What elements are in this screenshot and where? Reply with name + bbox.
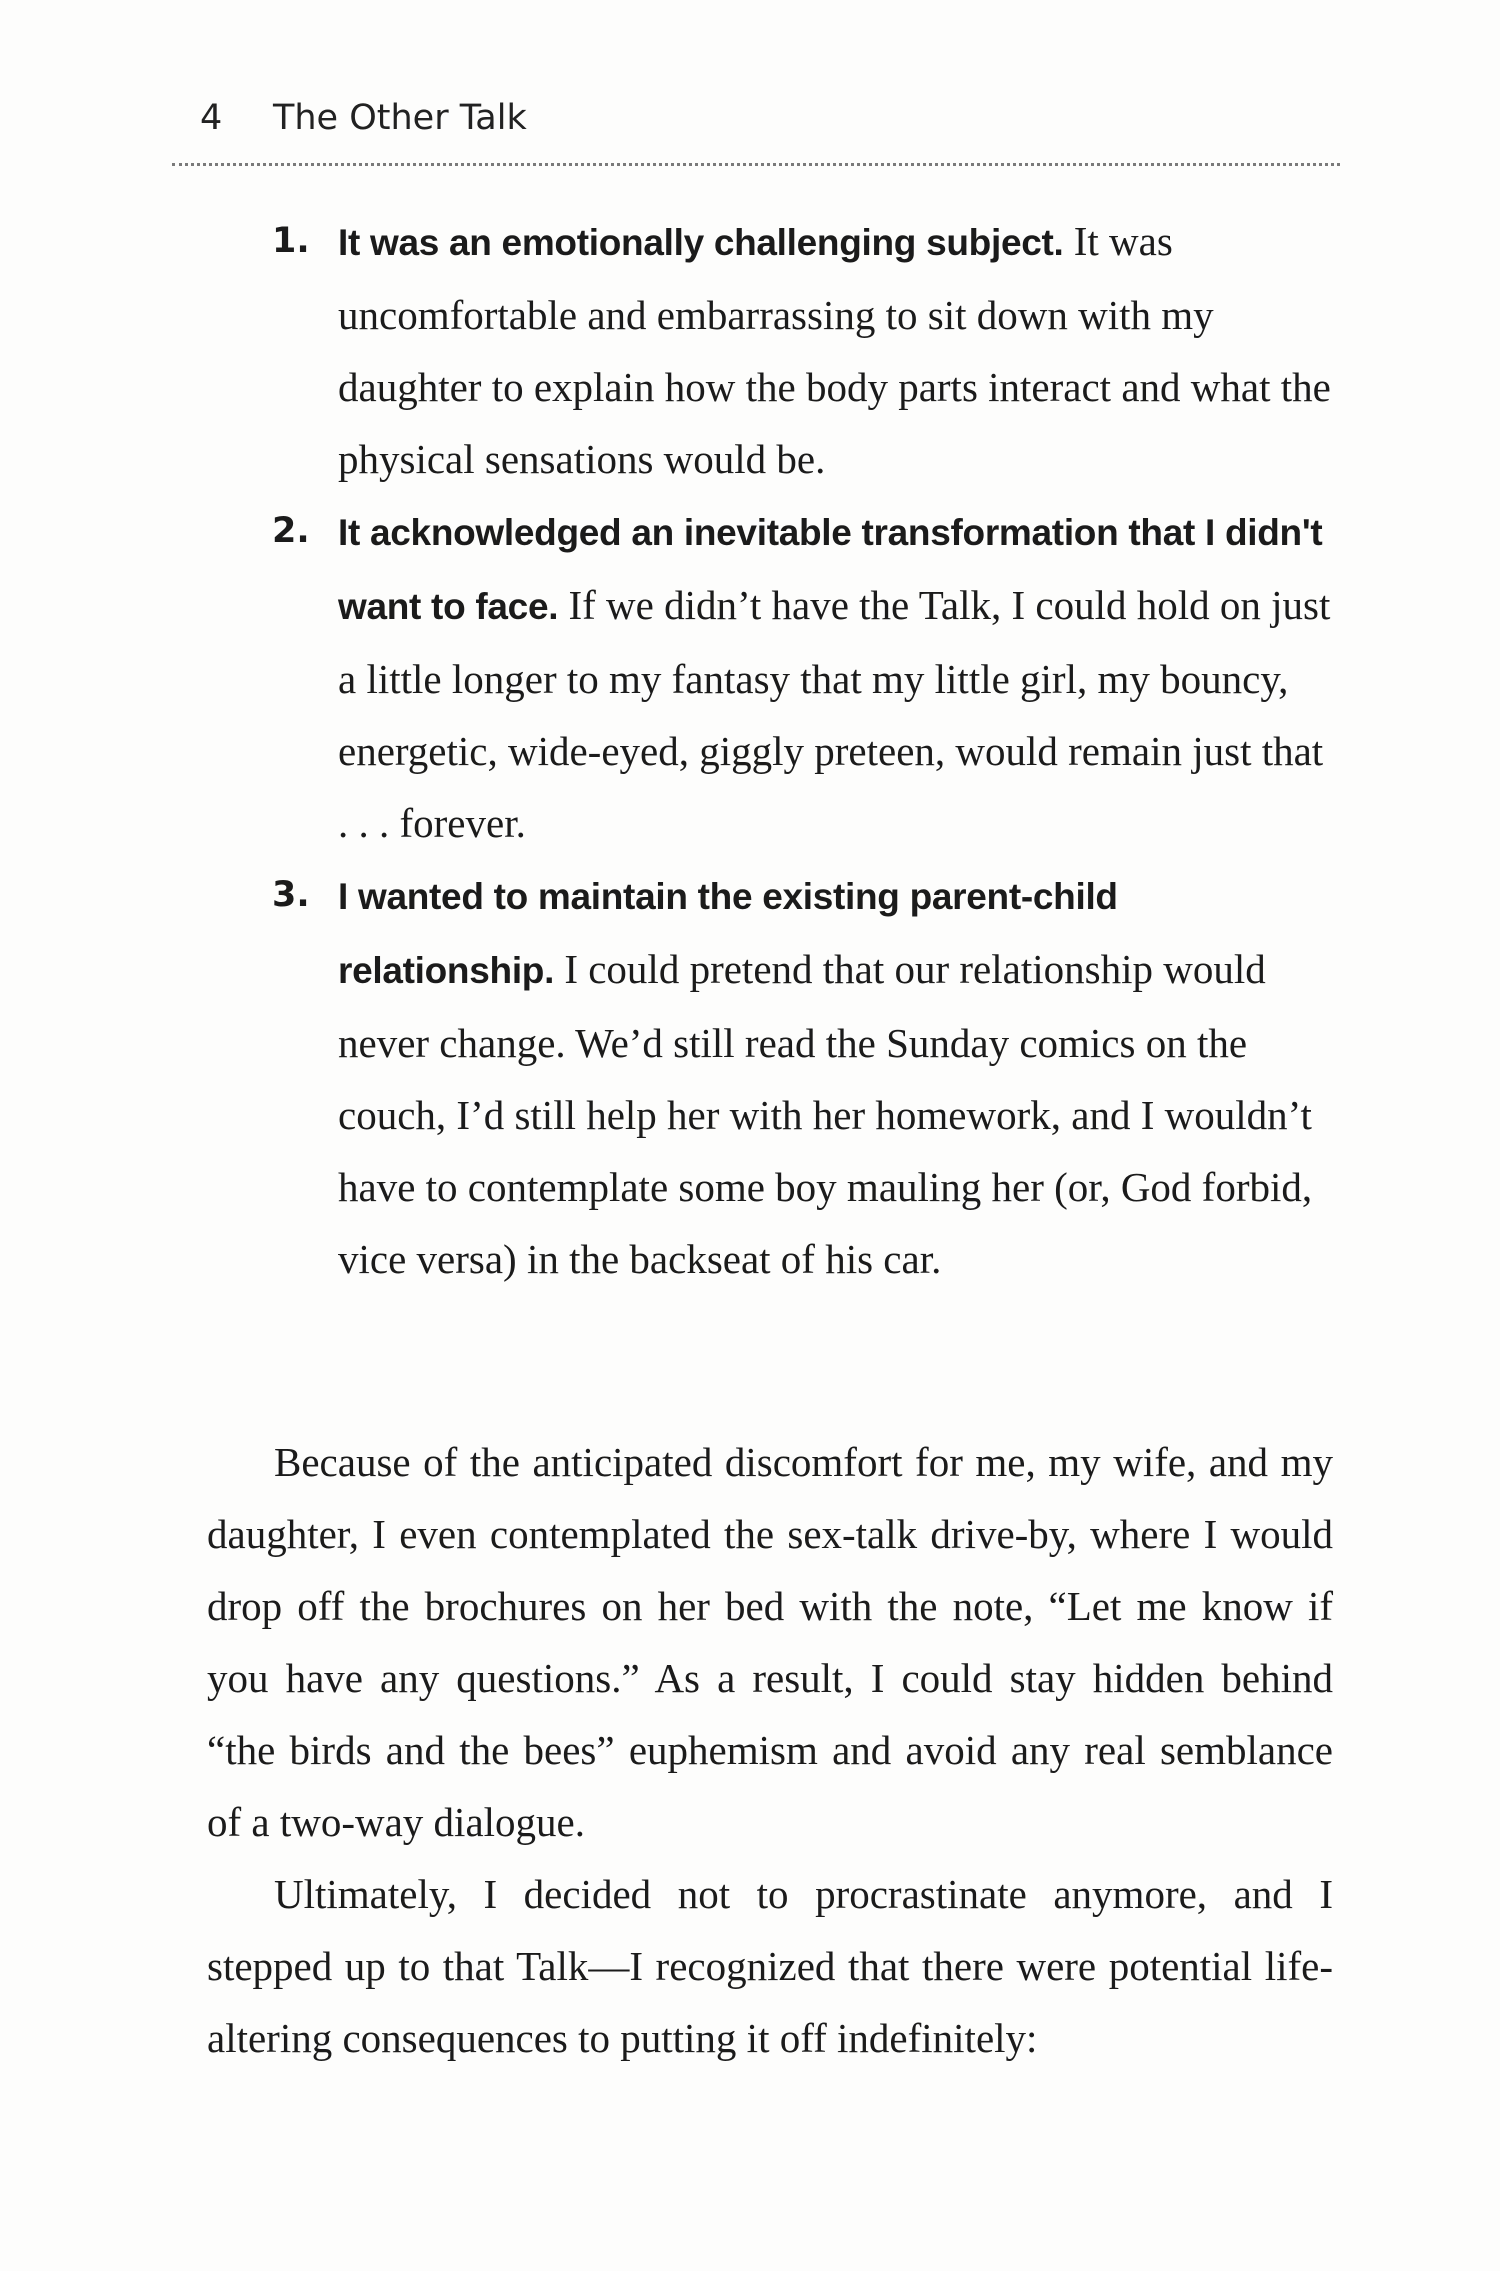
page-number: 4 bbox=[200, 98, 223, 138]
book-title: The Other Talk bbox=[273, 98, 527, 138]
list-item-number: 3. bbox=[272, 875, 310, 915]
reasons-list bbox=[262, 205, 1342, 1295]
list-item-number: 1. bbox=[272, 221, 310, 261]
list-item-lead: I wanted to maintain the existing parent-child relationship. bbox=[338, 876, 1118, 991]
running-head bbox=[200, 92, 527, 144]
header-divider bbox=[172, 163, 1340, 166]
list-item-number: 2. bbox=[272, 511, 310, 551]
list-item-lead: It was an emotionally challenging subject. bbox=[338, 222, 1064, 263]
list-item-text: It was uncomfortable and embarrassing to sit down with my daughter to explain how the body parts interact and what the physical sensations would be. bbox=[338, 218, 1331, 482]
body-text bbox=[207, 1426, 1333, 2074]
paragraph: Ultimately, I decided not to procrastinate anymore, and I stepped up to that Talk—I recognized that there were potential life-altering consequences to putting it off indefinitely: bbox=[207, 1871, 1333, 2061]
list-item-lead: It acknowledged an inevitable transformation that I didn't want to face. bbox=[338, 512, 1323, 627]
list-item-text: If we didn’t have the Talk, I could hold on just a little longer to my fantasy that my little girl, my bouncy, energetic, wide-eyed, giggly preteen, would remain just that . . . forever. bbox=[338, 582, 1331, 846]
list-item bbox=[262, 205, 1342, 495]
paragraph: Because of the anticipated discomfort for me, my wife, and my daughter, I even contemplated the sex-talk drive-by, where I would drop off the brochures on her bed with the note, “Let me know if you have any questions.” As a result, I could stay hidden behind “the birds and the bees” euphemism and avoid any real semblance of a two-way dialogue. bbox=[207, 1439, 1333, 1845]
list-item-text: I could pretend that our relationship would never change. We’d still read the Sunday comics on the couch, I’d still help her with her homework, and I wouldn’t have to contemplate some boy mauling her (or, God forbid, vice versa) in the backseat of his car. bbox=[338, 946, 1313, 1282]
list-item bbox=[262, 859, 1342, 1295]
list-item bbox=[262, 495, 1342, 859]
